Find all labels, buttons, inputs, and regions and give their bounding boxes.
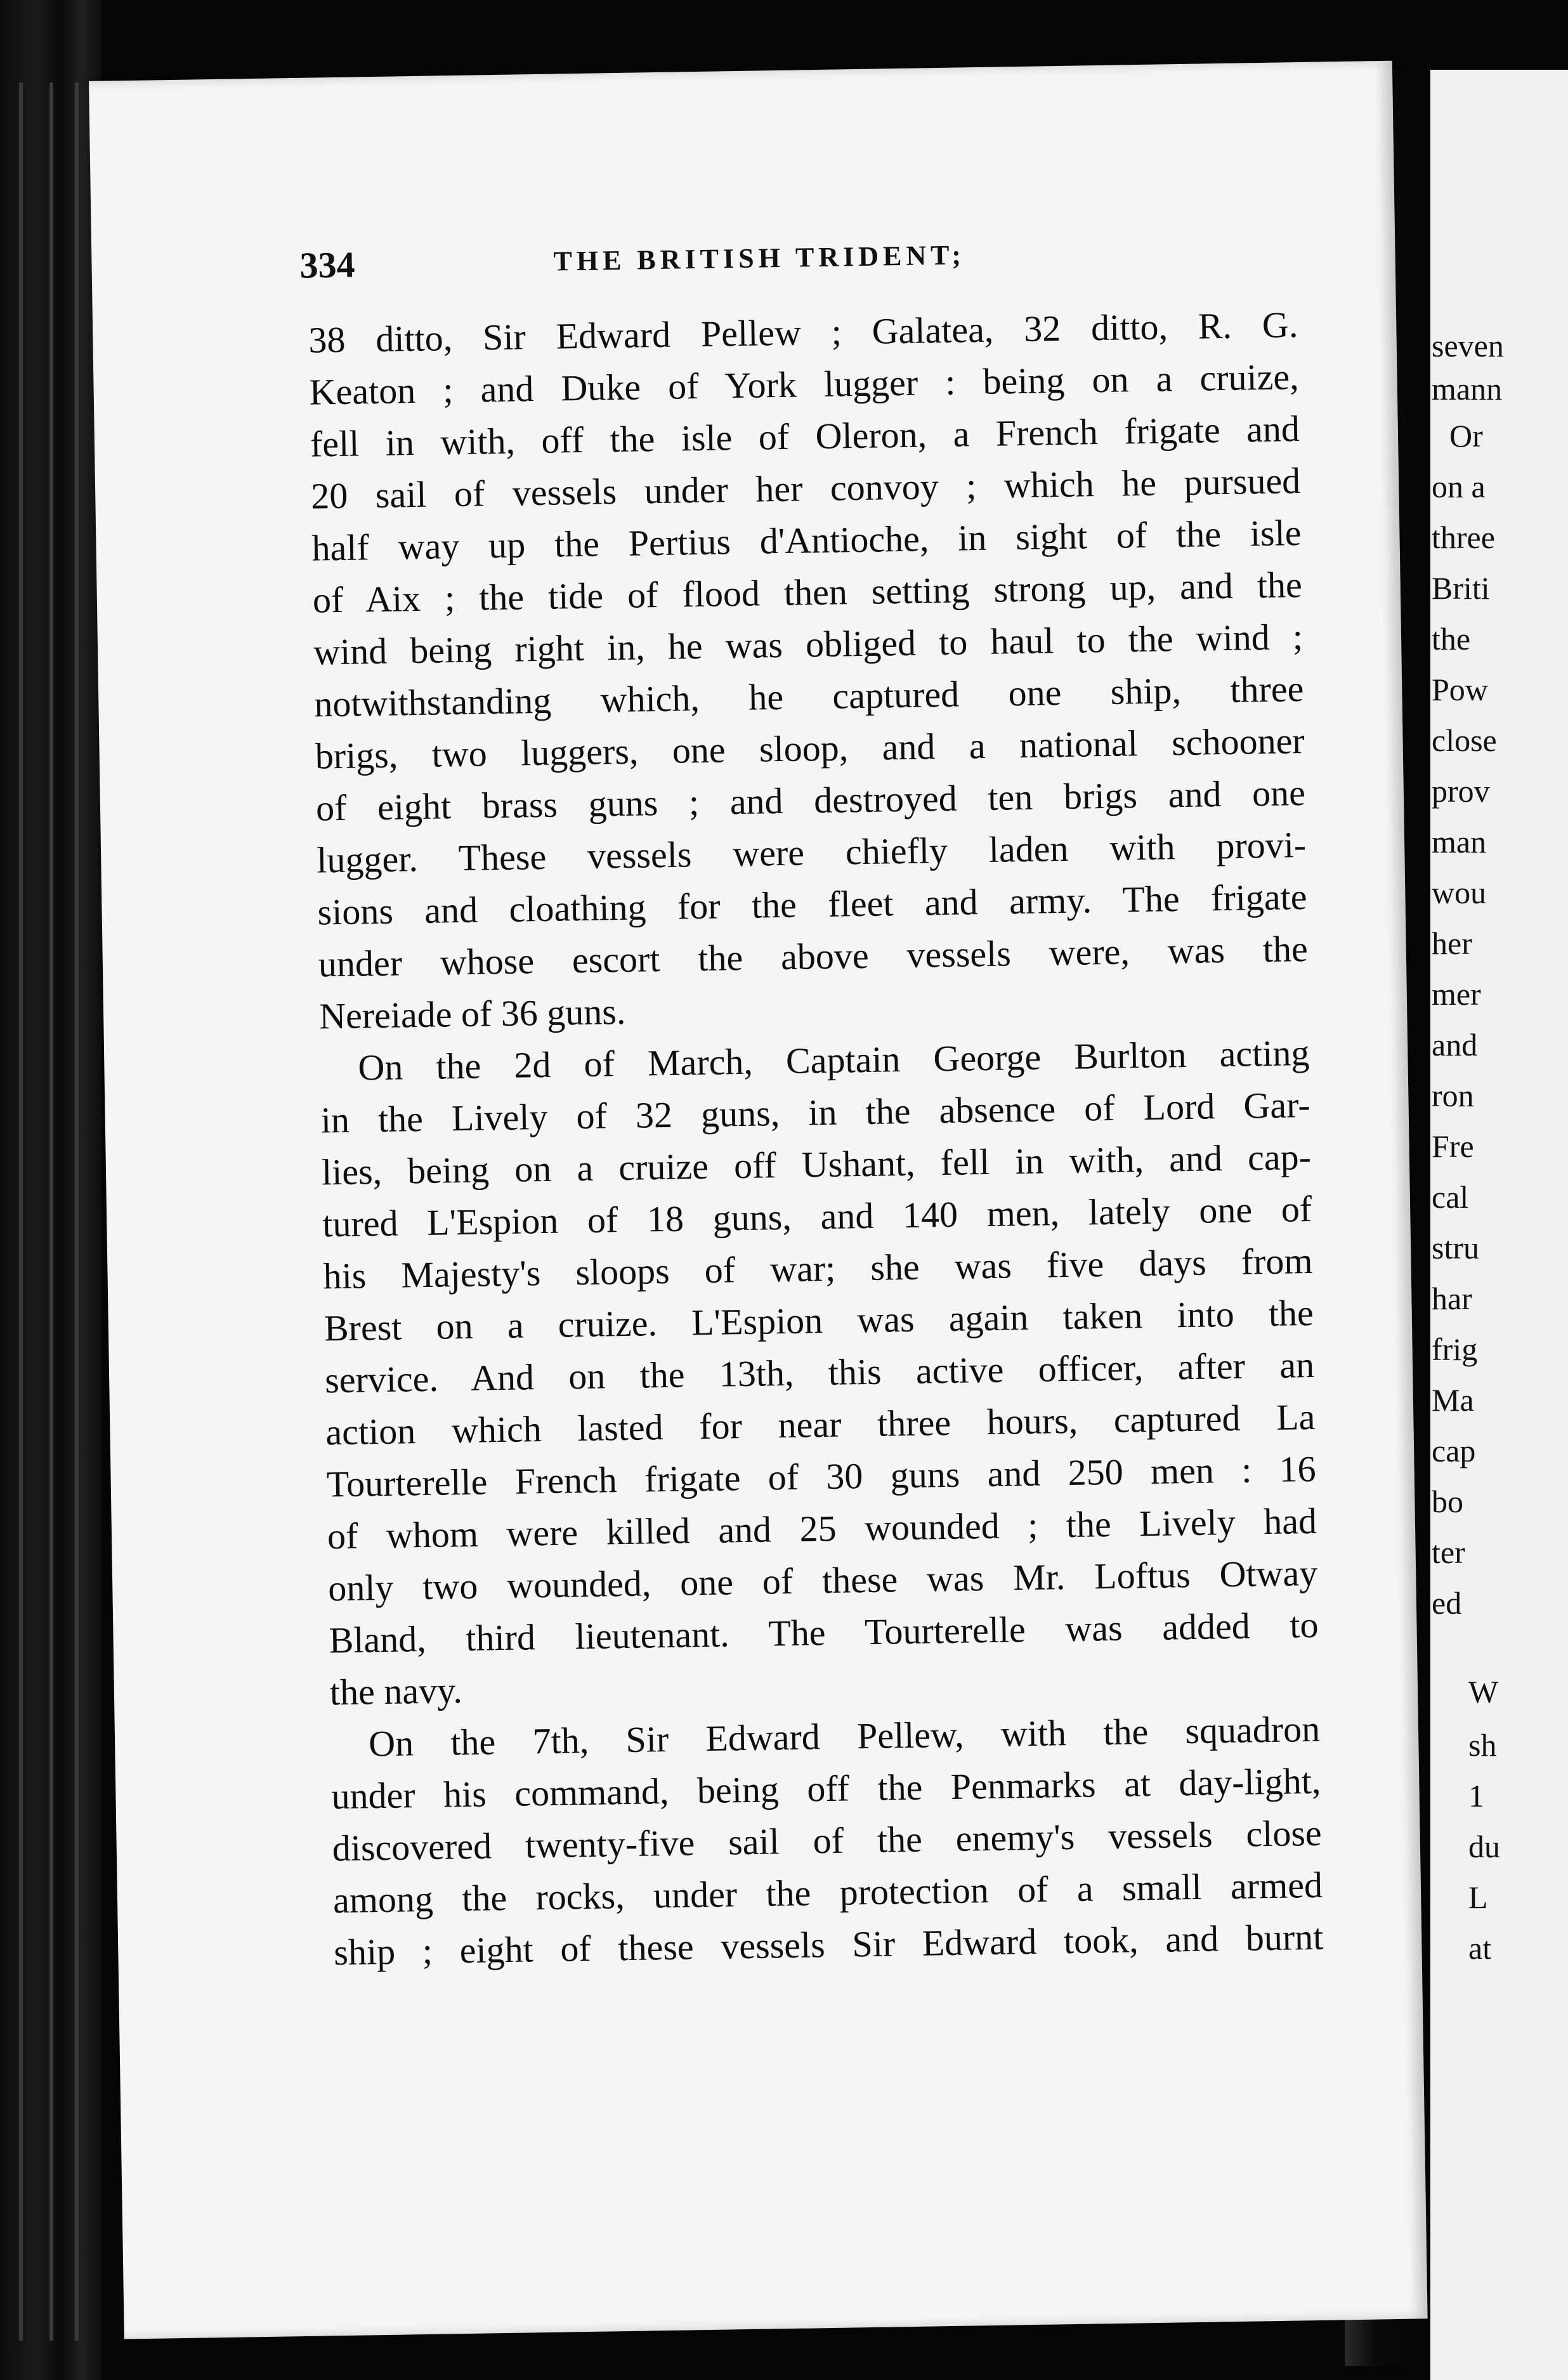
text-line: half way up the Pertius d'Antioche, in sight of the isle: [311, 512, 1302, 569]
text-line: Nereiade of 36 guns.: [318, 990, 626, 1037]
binding-stripe: [75, 82, 79, 2341]
facing-page-fragment: Fre: [1432, 1128, 1474, 1164]
facing-page-fragment: cal: [1432, 1179, 1469, 1215]
text-line: only two wounded, one of these was Mr. Loftus Otway: [327, 1552, 1318, 1609]
facing-page-fragment: cap: [1432, 1433, 1476, 1468]
facing-page-fragment: her: [1432, 925, 1472, 961]
facing-page-fragment: and: [1432, 1027, 1478, 1062]
text-line: of Aix ; the tide of flood then setting strong up, and the: [312, 564, 1303, 621]
text-line: Brest on a cruize. L'Espion was again taken into the: [323, 1291, 1314, 1349]
text-line: notwithstanding which, he captured one ship, three: [313, 668, 1304, 725]
text-line: On the 7th, Sir Edward Pellew, with the squadron: [368, 1708, 1321, 1765]
text-line: of eight brass guns ; and destroyed ten brigs and one: [315, 772, 1306, 829]
text-line: tured L'Espion of 18 guns, and 140 men, lately one of: [322, 1187, 1312, 1245]
running-head: [91, 227, 1395, 304]
text-line: lugger. These vessels were chiefly laden with provi-: [316, 824, 1307, 881]
text-line: brigs, two luggers, one sloop, and a national schooner: [315, 720, 1305, 777]
facing-page: [1430, 70, 1568, 2380]
facing-page-fragment: man: [1432, 824, 1487, 860]
facing-page-fragment: on a: [1432, 469, 1486, 504]
text-line: lies, being on a cruize off Ushant, fell in with, and cap-: [321, 1135, 1312, 1193]
running-head-title: THE BRITISH TRIDENT;: [553, 239, 966, 277]
text-line: fell in with, off the isle of Oleron, a French frigate and: [310, 408, 1300, 465]
text-line: his Majesty's sloops of war; she was five days from: [323, 1239, 1313, 1297]
facing-page-fragment: ed: [1432, 1585, 1462, 1621]
text-line: among the rocks, under the protection of a small armed: [332, 1864, 1323, 1921]
facing-page-fragment: Pow: [1432, 672, 1488, 707]
text-line: 20 sail of vessels under her convoy ; which he pursued: [310, 460, 1301, 517]
text-line: in the Lively of 32 guns, in the absence of Lord Gar-: [320, 1083, 1311, 1141]
text-line: sions and cloathing for the fleet and army. The frigate: [317, 875, 1307, 933]
text-line: discovered twenty-five sail of the enemy's vessels close: [332, 1812, 1323, 1869]
facing-page-fragment: du: [1468, 1829, 1500, 1864]
facing-page-fragment: the: [1432, 621, 1471, 657]
facing-page-fragment: ron: [1432, 1078, 1474, 1113]
text-line: Bland, third lieutenant. The Tourterelle was added to: [329, 1604, 1319, 1661]
facing-page-fragment: seven: [1432, 328, 1504, 363]
facing-page-fragment: sh: [1468, 1727, 1497, 1763]
book-binding-edge: [0, 0, 101, 2380]
facing-page-fragment: Briti: [1432, 570, 1490, 606]
facing-page-fragment: har: [1432, 1281, 1472, 1316]
facing-page-fragment: three: [1432, 520, 1495, 555]
facing-page-fragment: Ma: [1432, 1382, 1474, 1418]
facing-page-fragment: Or: [1449, 418, 1483, 454]
text-line: On the 2d of March, Captain George Burlton acting: [357, 1031, 1310, 1089]
text-line: the navy.: [329, 1670, 463, 1713]
facing-page-fragment: ter: [1432, 1534, 1465, 1570]
facing-page-fragment: frig: [1432, 1331, 1478, 1367]
facing-page-fragment: W: [1468, 1674, 1499, 1710]
text-line: of whom were killed and 25 wounded ; the Lively had: [327, 1500, 1317, 1557]
text-line: action which lasted for near three hours, captured La: [325, 1396, 1316, 1453]
facing-page-fragment: bo: [1432, 1484, 1463, 1519]
text-line: under his command, being off the Penmarks at day-light,: [331, 1760, 1321, 1817]
facing-page-fragment: stru: [1432, 1230, 1479, 1265]
text-line: wind being right in, he was obliged to haul to the wind ;: [313, 616, 1303, 673]
facing-page-fragment: wou: [1432, 875, 1487, 910]
text-line: ship ; eight of these vessels Sir Edward took, and burnt: [333, 1916, 1324, 1973]
facing-page-fragment: close: [1432, 723, 1497, 758]
text-line: Tourterelle French frigate of 30 guns and 250 men : 16: [326, 1448, 1317, 1505]
text-line: 38 ditto, Sir Edward Pellew ; Galatea, 32 ditto, R. G.: [308, 304, 1298, 361]
facing-page-fragment: at: [1468, 1930, 1492, 1966]
facing-page-fragment: 1: [1468, 1778, 1484, 1814]
binding-stripe: [19, 82, 23, 2341]
text-line: Keaton ; and Duke of York lugger : being on a cruize,: [309, 356, 1300, 413]
facing-page-fragment: mer: [1432, 976, 1481, 1012]
facing-page-fragment: L: [1468, 1880, 1488, 1915]
text-line: service. And on the 13th, this active officer, after an: [324, 1344, 1315, 1401]
book-page: [89, 61, 1428, 2339]
page-number: 334: [299, 244, 356, 286]
facing-page-fragment: mann: [1432, 371, 1503, 407]
facing-page-fragment: prov: [1432, 773, 1490, 809]
binding-stripe: [49, 82, 53, 2341]
text-line: under whose escort the above vessels were, was the: [318, 927, 1309, 985]
